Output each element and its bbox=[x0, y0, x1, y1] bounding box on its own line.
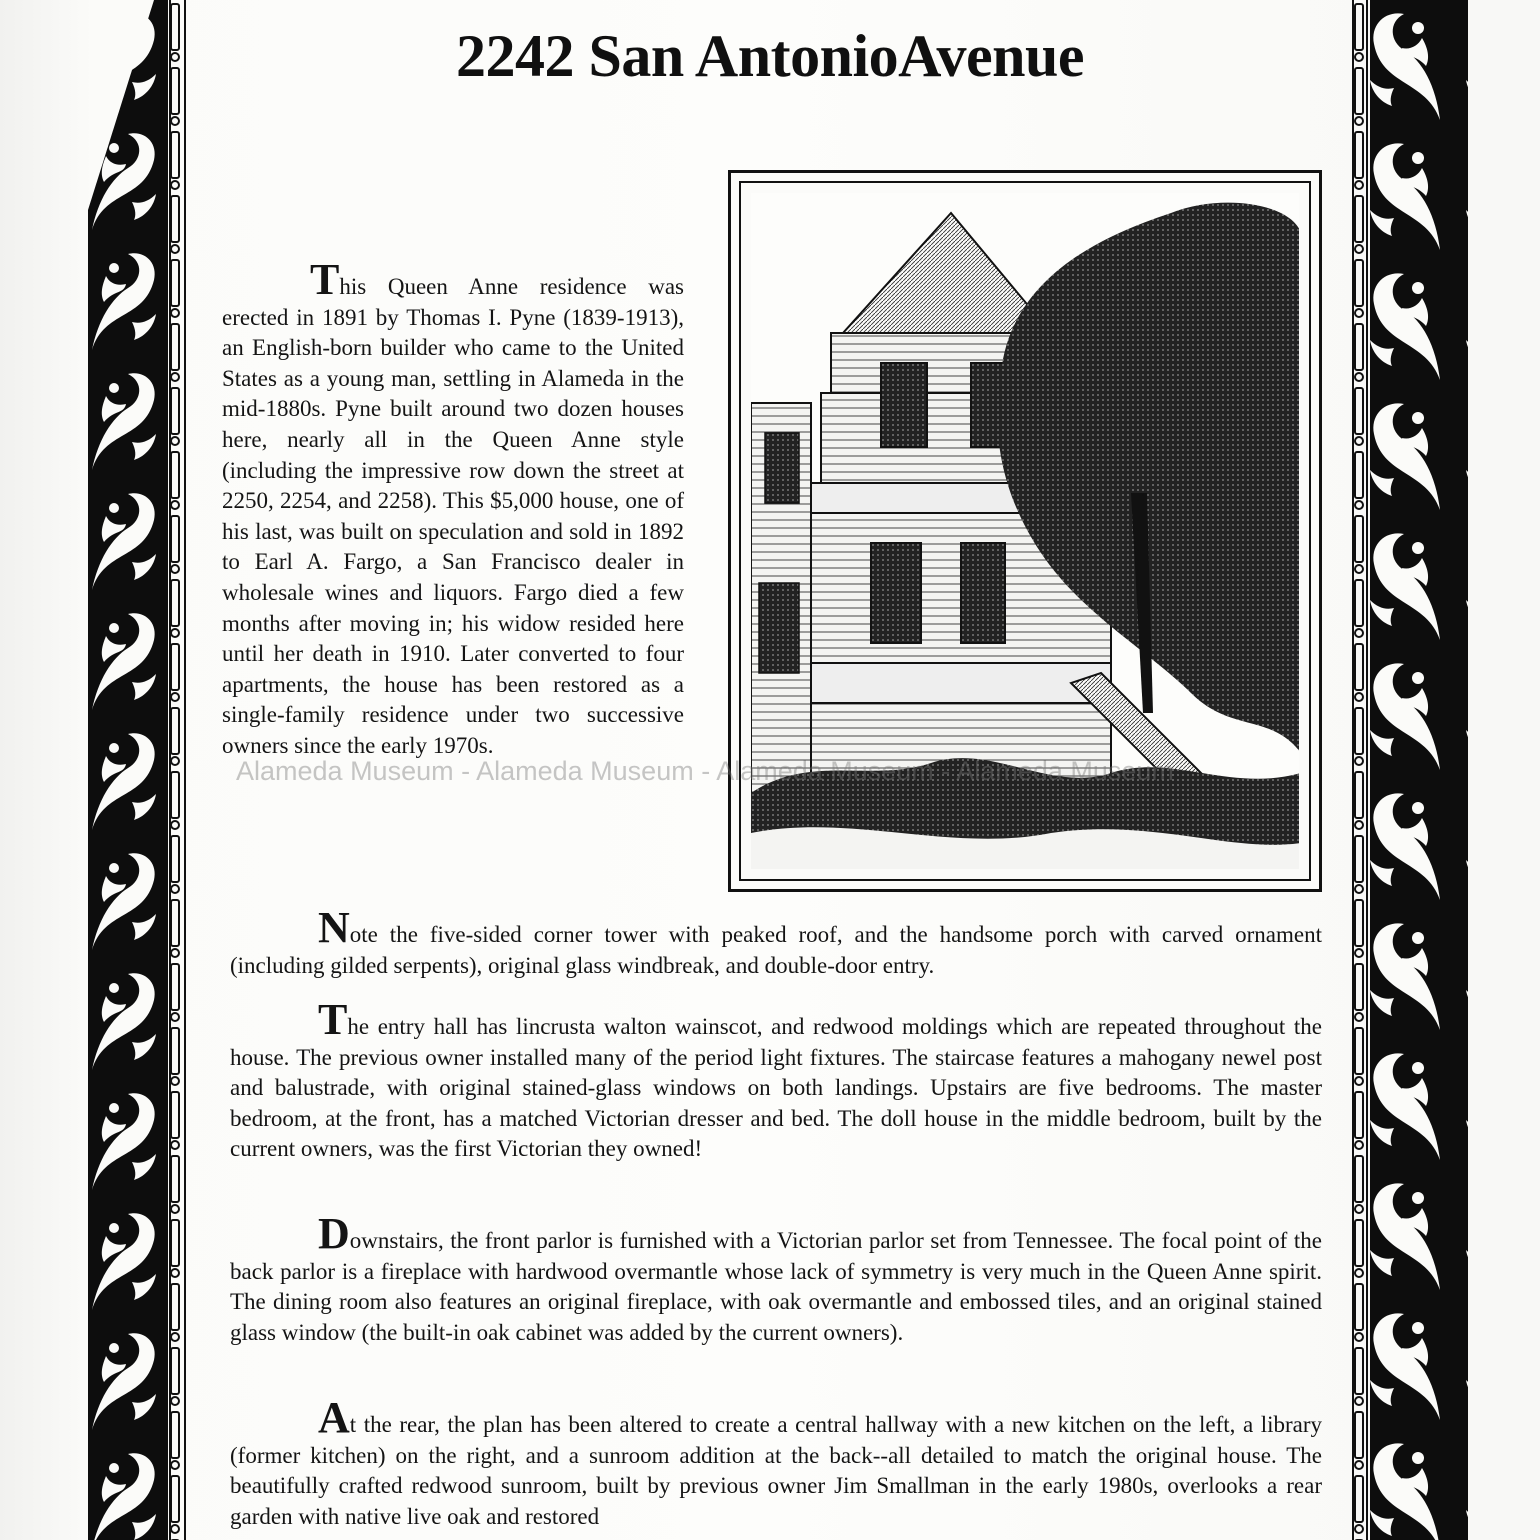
paragraph-text: t the rear, the plan has been altered to create a central hallway with a new kitchen on the left, a library (former kitchen) on the right, and a sunroom addition at the back--all detailed to match the original house. The beautifully crafted redwood sunroom, built by previous owner Jim Smallman in the early 1980s, overlooks a rear garden with native live oak and restored bbox=[230, 1412, 1322, 1529]
paragraph-history bbox=[222, 255, 684, 762]
ornamental-border-right bbox=[1352, 0, 1468, 1540]
paragraph-entry-hall bbox=[230, 995, 1322, 1165]
paragraph-tower bbox=[230, 903, 1322, 981]
paragraph-text: his Queen Anne residence was erected in 1891 by Thomas I. Pyne (1839-1913), an English-born builder who came to the United States as a young man, settling in Alameda in the mid-1880s. Pyne built around two dozen houses here, nearly all in the Queen Anne style (including the impressive row down the street at 2250, 2254, and 2258). This $5,000 house, one of his last, was built on speculation and sold in 1892 to Earl A. Fargo, a San Francisco dealer in wholesale wines and liquors. Fargo died a few months after moving in; his widow resided here until her death in 1910. Later converted to four apartments, the house has been restored as a single-family residence under two successive owners since the early 1970s. bbox=[222, 274, 684, 758]
paragraph-text: ote the five-sided corner tower with peaked roof, and the handsome porch with carved ornament (including gilded serpents), original glass windbreak, and double-door entry. bbox=[230, 922, 1322, 978]
dropcap: D bbox=[318, 1209, 350, 1258]
museum-watermark: Alameda Museum - Alameda Museum - Alameda Museum - Alameda Museum bbox=[236, 756, 1174, 786]
paragraph-rear bbox=[230, 1393, 1322, 1532]
ornamental-border-left bbox=[84, 0, 188, 1540]
paragraph-text: ownstairs, the front parlor is furnished with a Victorian parlor set from Tennessee. The focal point of the back parlor is a fireplace with hardwood overmantle whose lack of symmetry is very much in the Queen Anne spirit. The dining room also features an original fireplace, with oak overmantle and embossed tiles, and an original stained glass window (the built-in oak cabinet was added by the current owners). bbox=[230, 1228, 1322, 1345]
dropcap: T bbox=[310, 255, 340, 304]
paragraph-downstairs bbox=[230, 1209, 1322, 1348]
dropcap: T bbox=[318, 995, 348, 1044]
paragraph-text: he entry hall has lincrusta walton wainscot, and redwood moldings which are repeated throughout the house. The previous owner installed many of the period light fixtures. The staircase features a mahogany newel post and balustrade, with original stained-glass windows on both landings. Upstairs are five bedrooms. The master bedroom, at the front, has a matched Victorian dresser and bed. The doll house in the middle bedroom, built by the current owners, was the first Victorian they owned! bbox=[230, 1014, 1322, 1162]
dropcap: A bbox=[318, 1393, 350, 1442]
page-title: 2242 San AntonioAvenue bbox=[455, 23, 1085, 89]
dropcap: N bbox=[318, 903, 350, 952]
